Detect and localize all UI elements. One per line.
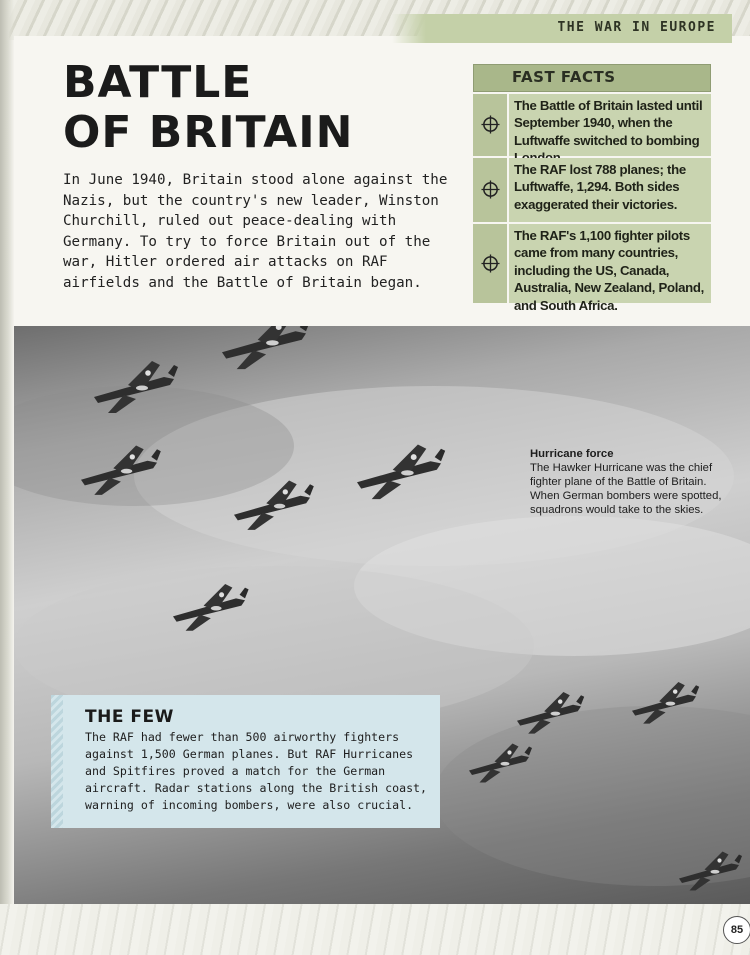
- page-texture-bottom: [0, 904, 750, 955]
- page-number: 85: [723, 916, 750, 944]
- crosshair-icon: [473, 94, 507, 156]
- caption-title: Hurricane force: [530, 448, 614, 460]
- aircraft: [222, 326, 310, 369]
- fact-item: [473, 158, 711, 222]
- page-texture-left: [0, 0, 14, 955]
- the-few-box: [51, 695, 440, 828]
- caption-text: The Hawker Hurricane was the chief fighter plane of the Battle of Britain. When German bombers were spotted, squadrons would take to the skies.: [530, 462, 722, 516]
- fact-item: [473, 224, 711, 313]
- intro-paragraph: In June 1940, Britain stood alone against the Nazis, but the country's new leader, Winston Churchill, ruled out peace-dealing with Germany. To try to force Britain out of the war, Hitler ordered air attacks on RAF airfields and the Battle of Britain began.: [63, 172, 448, 291]
- fast-facts-header: [473, 64, 711, 92]
- fast-facts-heading: FAST FACTS: [512, 68, 616, 86]
- photo-caption: [530, 447, 730, 517]
- title-line-2: OF BRITAIN: [63, 107, 354, 158]
- the-few-title: THE FEW: [85, 707, 174, 727]
- section-banner: [392, 14, 732, 43]
- fact-item: [473, 94, 711, 156]
- box-stripe: [51, 695, 63, 828]
- fact-text: The Battle of Britain lasted until September 1940, when the Luftwaffe switched to bombing: [509, 94, 711, 156]
- the-few-text: The RAF had fewer than 500 airworthy fighters against 1,500 German planes. But RAF Hurricanes and Spitfires proved a match for the German aircraft. Radar stations along the British coast, warning of incoming bombers, were also crucial.: [85, 730, 428, 813]
- title-line-1: BATTLE: [63, 57, 253, 108]
- crosshair-icon: [473, 224, 507, 303]
- section-label: THE WAR IN EUROPE: [557, 20, 716, 35]
- fact-text: The RAF lost 788 planes; the Luftwaffe, 1,294. Both sides exaggerated their victories.: [509, 158, 711, 222]
- page-title: [63, 58, 353, 158]
- fast-facts-box: [473, 64, 711, 313]
- fact-text: The RAF's 1,100 fighter pilots came from many countries, including the US, Canada, Australia, New Zealand, Poland, and South Africa.: [509, 224, 711, 303]
- crosshair-icon: [473, 158, 507, 222]
